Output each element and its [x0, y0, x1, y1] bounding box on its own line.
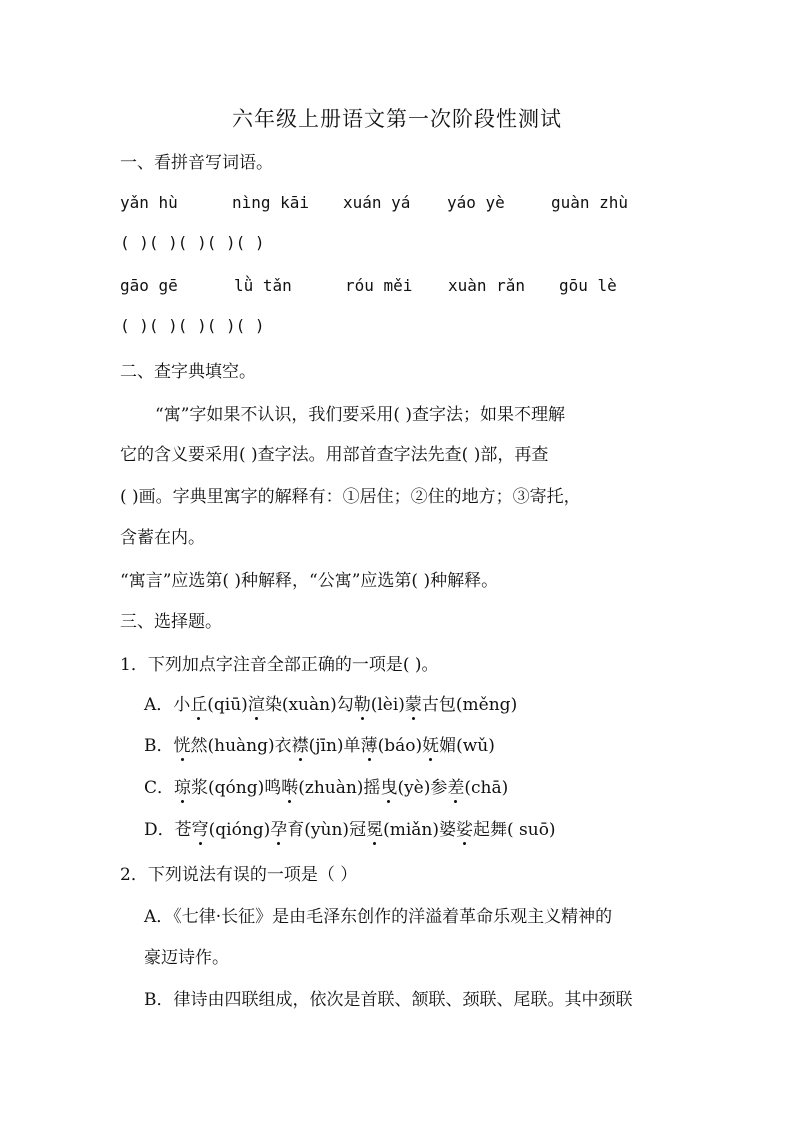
pinyin-item: yǎn hù: [120, 193, 178, 212]
dotted-character: 差: [447, 778, 465, 798]
section2-line: ( )画。字典里寓字的解释有：①居住；②住的地方；③寄托，: [120, 487, 581, 507]
answer-blanks-row-2[interactable]: ( )( )( )( )( ): [120, 316, 265, 335]
option-label: A．: [144, 695, 174, 715]
dotted-character: 琼: [174, 778, 192, 798]
option-text: (báo): [377, 736, 423, 756]
option-text: (zhuàn)摇: [298, 778, 381, 798]
pinyin-item: gāo gē: [120, 276, 178, 295]
dotted-character: 薄: [360, 736, 378, 756]
q1-option-d[interactable]: [144, 815, 556, 840]
answer-blanks-row-1[interactable]: ( )( )( )( )( ): [120, 233, 265, 252]
option-text: 小: [173, 695, 191, 715]
option-text: 育(yùn)冠: [287, 820, 367, 840]
pinyin-item: lǜ tǎn: [234, 276, 292, 295]
dotted-character: 孕: [270, 820, 288, 840]
option-text: (qiū): [207, 695, 248, 715]
q1-option-a[interactable]: [144, 690, 517, 715]
option-label: C．: [144, 778, 175, 798]
section2-line: 含蓄在内。: [120, 528, 205, 548]
dotted-character: 恍: [173, 736, 191, 756]
option-text: 古包(měng): [421, 695, 518, 715]
q2-option-a[interactable]: A．《七律·长征》是由毛泽东创作的洋溢着革命乐观主义精神的: [144, 907, 613, 927]
dotted-character: 妩: [422, 736, 440, 756]
section2-heading: 二、查字典填空。: [120, 362, 256, 382]
option-text: 苍: [174, 820, 192, 840]
option-text: (yè)参: [397, 778, 448, 798]
pinyin-item: guàn zhù: [551, 193, 629, 212]
q2-option-b[interactable]: B．律诗由四联组成，依次是首联、颔联、颈联、尾联。其中颈联: [144, 990, 633, 1010]
dotted-character: 勒: [353, 695, 371, 715]
question-2-stem: 2．下列说法有误的一项是（ ）: [120, 865, 358, 885]
dotted-character: 襟: [291, 736, 309, 756]
section2-line: “寓”字如果不认识，我们要采用( )查字法；如果不理解: [155, 405, 566, 425]
dotted-character: 蒙: [404, 695, 422, 715]
section1-heading: 一、看拼音写词语。: [120, 153, 273, 173]
option-text: 浆(qóng)鸣: [191, 778, 282, 798]
option-text: 染(xuàn)勾: [264, 695, 354, 715]
dotted-character: 娑: [455, 820, 473, 840]
page-title: 六年级上册语文第一次阶段性测试: [232, 107, 562, 131]
option-label: B．: [144, 736, 174, 756]
dotted-character: 曳: [380, 778, 398, 798]
option-text: 然(huàng)衣: [190, 736, 292, 756]
option-text: (chā): [464, 778, 509, 798]
pinyin-item: nìng kāi: [232, 193, 310, 212]
pinyin-item: gōu lè: [559, 276, 617, 295]
section2-line: “寓言”应选第( )种解释，“公寓”应选第( )种解释。: [120, 571, 499, 591]
q1-option-b[interactable]: [144, 731, 495, 756]
dotted-character: 冕: [366, 820, 384, 840]
q1-option-c[interactable]: [144, 773, 508, 798]
pinyin-item: xuàn rǎn: [448, 276, 526, 295]
dotted-character: 丘: [190, 695, 208, 715]
section2-line: 它的含义要采用( )查字法。用部首查字法先查( )部，再查: [120, 445, 549, 465]
option-label: D．: [144, 820, 175, 840]
option-text: (jīn)单: [308, 736, 361, 756]
question-1-stem: 1．下列加点字注音全部正确的一项是( )。: [120, 655, 439, 675]
option-text: (miǎn)婆: [383, 820, 456, 840]
pinyin-item: xuán yá: [343, 193, 411, 212]
section3-heading: 三、选择题。: [120, 612, 222, 632]
option-text: 媚(wǔ): [439, 736, 495, 756]
q2-option-a-continued: 豪迈诗作。: [144, 948, 229, 968]
dotted-character: 啭: [281, 778, 299, 798]
option-text: 起舞( suō): [472, 820, 556, 840]
pinyin-item: róu měi: [345, 276, 413, 295]
pinyin-item: yáo yè: [447, 193, 505, 212]
dotted-character: 穹: [191, 820, 209, 840]
dotted-character: 渲: [247, 695, 265, 715]
option-text: (qióng): [208, 820, 271, 840]
option-text: (lèi): [370, 695, 405, 715]
